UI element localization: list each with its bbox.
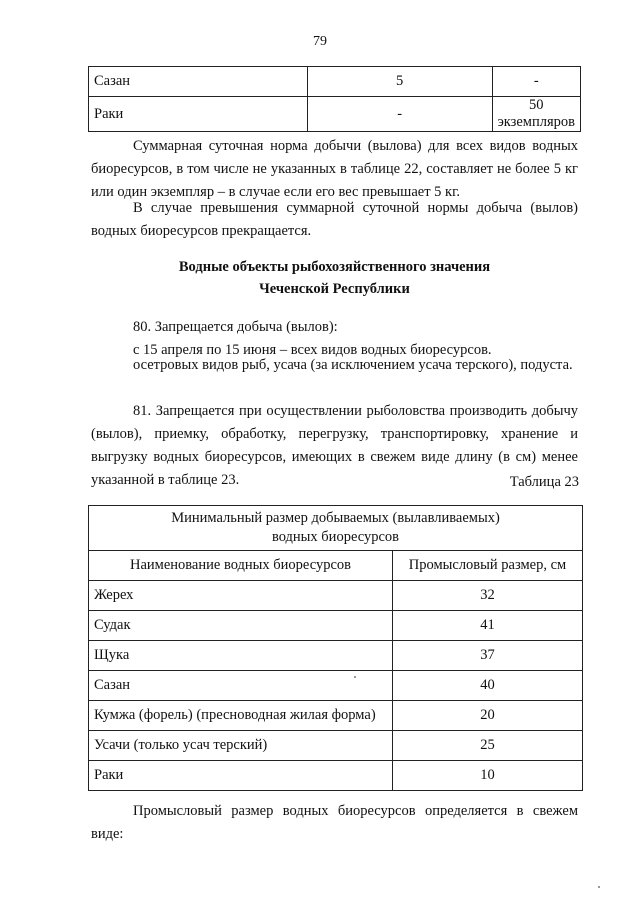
- species-name: Раки: [89, 761, 393, 791]
- top-table: [88, 66, 581, 132]
- species-size: 32: [393, 581, 583, 611]
- table-row: [89, 97, 581, 132]
- page-number: 79: [313, 34, 327, 49]
- table-title-row: [89, 506, 583, 551]
- scan-speck: [598, 886, 600, 888]
- section-80-item-2: осетровых видов рыб, усача (за исключением усача терского), подуста.: [133, 357, 573, 373]
- column-header-name: Наименование водных биоресурсов: [89, 551, 393, 581]
- section-80-item-1: с 15 апреля по 15 июня – всех видов водных биоресурсов.: [133, 342, 492, 358]
- table-caption: Таблица 23: [509, 474, 579, 490]
- table-cell: Раки: [89, 97, 308, 132]
- species-name: Усачи (только усач терский): [89, 731, 393, 761]
- species-name: Щука: [89, 641, 393, 671]
- column-header-size: Промысловый размер, см: [393, 551, 583, 581]
- heading-line-1: Водные объекты рыбохозяйственного значения: [178, 259, 491, 275]
- species-size: 41: [393, 611, 583, 641]
- closing-paragraph: Промысловый размер водных биоресурсов определяется в свежем виде:: [91, 803, 578, 842]
- scan-speck: [354, 676, 356, 678]
- table-cell: 5: [307, 67, 492, 97]
- species-name: Судак: [89, 611, 393, 641]
- section-81-text: 81. Запрещается при осуществлении рыболовства производить добычу (вылов), приемку, обработку, перегрузку, транспортировку, хранение и выгрузку водных биоресурсов, имеющих в свежем виде длину (в см) менее указанной в таблице 23.: [91, 403, 578, 488]
- table-row: [89, 67, 581, 97]
- table-cell: -: [492, 67, 580, 97]
- table-cell: 50 экземпляров: [492, 97, 580, 132]
- section-heading: [91, 256, 578, 300]
- table-row: [89, 641, 583, 671]
- table-row: [89, 611, 583, 641]
- species-size: 25: [393, 731, 583, 761]
- table-row: [89, 731, 583, 761]
- heading-line-2: Чеченской Республики: [259, 281, 410, 297]
- section-80-title: 80. Запрещается добыча (вылов):: [133, 319, 338, 335]
- table-header-row: [89, 551, 583, 581]
- table-23: [88, 505, 583, 791]
- species-size: 37: [393, 641, 583, 671]
- table-cell: -: [307, 97, 492, 132]
- species-name: Жерех: [89, 581, 393, 611]
- table-row: [89, 701, 583, 731]
- table-cell: Сазан: [89, 67, 308, 97]
- table-row: [89, 671, 583, 701]
- daily-norm-paragraph: Суммарная суточная норма добычи (вылова) для всех видов водных биоресурсов, в том числе не указанных в таблице 22, составляет не более 5 кг или один экземпляр – в случае если его вес превышает 5 кг.: [91, 138, 578, 200]
- table-row: [89, 761, 583, 791]
- species-size: 20: [393, 701, 583, 731]
- species-name: Сазан: [89, 671, 393, 701]
- table-row: [89, 581, 583, 611]
- norm-exceeded-paragraph: В случае превышения суммарной суточной нормы добыча (вылов) водных биоресурсов прекращается.: [91, 200, 578, 239]
- species-name: Кумжа (форель) (пресноводная жилая форма): [89, 701, 393, 731]
- table-title: Минимальный размер добываемых (вылавливаемых) водных биоресурсов: [89, 506, 583, 551]
- species-size: 40: [393, 671, 583, 701]
- species-size: 10: [393, 761, 583, 791]
